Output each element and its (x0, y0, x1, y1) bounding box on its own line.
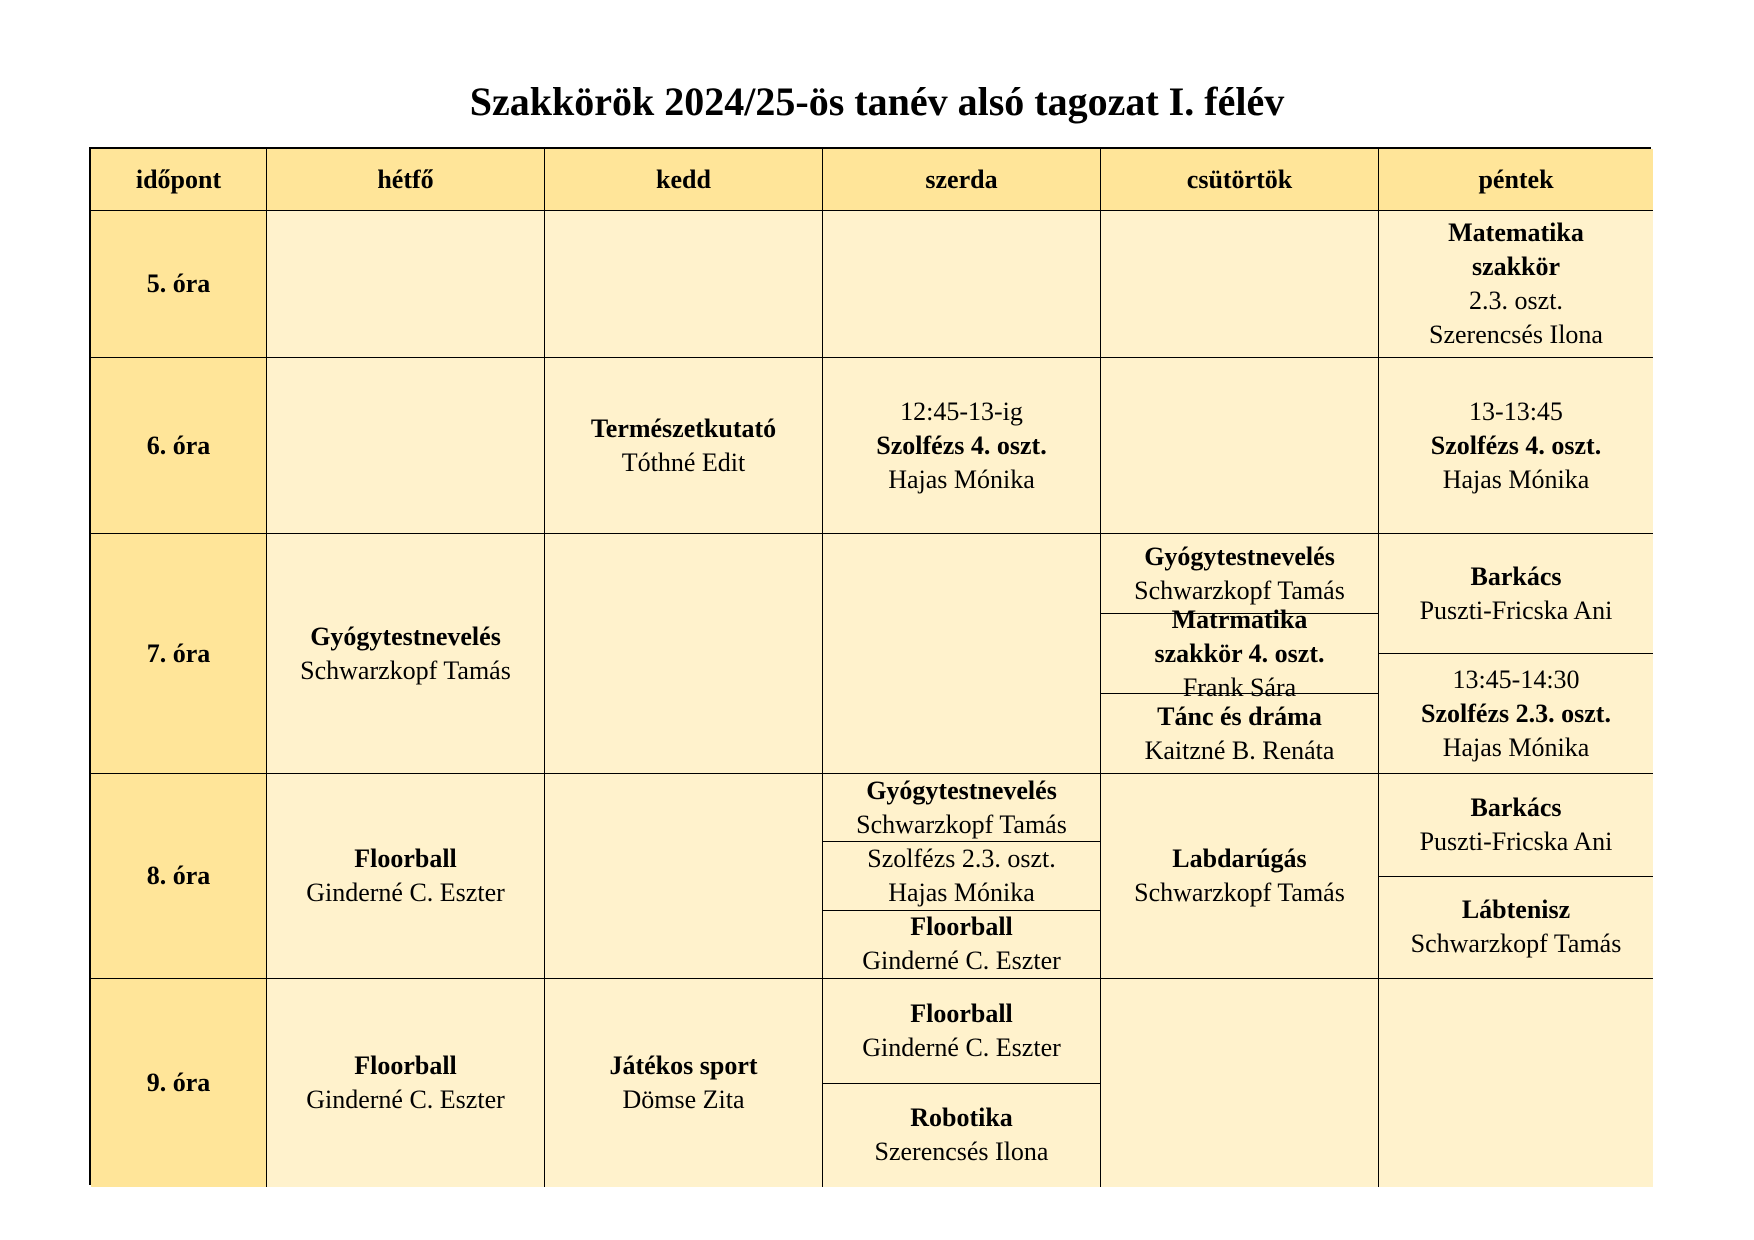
activity-entry (823, 911, 1100, 978)
column-header-csutortok (1101, 149, 1379, 211)
activity-name: Szolfézs 4. oszt. (1430, 430, 1602, 460)
activity-detail: Schwarzkopf Tamás (1134, 878, 1345, 907)
period-label: 7. óra (146, 638, 211, 668)
activity-detail: Ginderné C. Eszter (306, 1085, 505, 1114)
activity-name: Floorball (354, 844, 457, 873)
activity-name: Matematika (1448, 218, 1584, 247)
schedule-cell-szerda (823, 979, 1101, 1187)
activity-detail: Schwarzkopf Tamás (1134, 575, 1345, 605)
activity-detail: Hajas Mónika (888, 464, 1035, 494)
activity-name: Lábtenisz (1461, 895, 1571, 925)
activity-detail: 13:45-14:30 (1452, 664, 1580, 694)
activity-entry (823, 358, 1100, 533)
activity-name: Tánc és dráma (1157, 701, 1322, 731)
activity-name: Floorball (910, 998, 1013, 1028)
activity-entry (1379, 211, 1653, 357)
schedule-cell-pentek (1379, 358, 1653, 534)
schedule-cell-szerda (823, 774, 1101, 979)
schedule-cell-kedd (545, 774, 823, 979)
activity-name: Labdarúgás (1172, 844, 1307, 873)
activity-detail: Szolfézs 2.3. oszt. (867, 844, 1056, 873)
activity-entry (267, 774, 544, 978)
period-label: 8. óra (146, 861, 211, 890)
period-label: 9. óra (146, 1068, 211, 1097)
schedule-cell-szerda (823, 358, 1101, 534)
schedule-cell-pentek (1379, 534, 1653, 774)
activity-name: Gyógytestnevelés (1144, 541, 1335, 571)
column-header-idopont (91, 149, 267, 211)
period-cell (91, 979, 267, 1187)
schedule-cell-hetfo (267, 211, 545, 358)
schedule-cell-hetfo (267, 979, 545, 1187)
schedule-cell-kedd (545, 211, 823, 358)
activity-entry (1101, 604, 1378, 702)
activity-name: Gyógytestnevelés (310, 621, 501, 651)
column-header-label: kedd (656, 164, 711, 194)
activity-detail: Tóthné Edit (621, 447, 746, 477)
activity-entry (823, 842, 1100, 910)
column-header-szerda (823, 149, 1101, 211)
activity-detail: Ginderné C. Eszter (306, 878, 505, 907)
activity-detail: Puszti-Fricska Ani (1419, 595, 1613, 625)
column-header-label: péntek (1478, 164, 1554, 194)
activity-name: Szolfézs 2.3. oszt. (1421, 698, 1611, 728)
schedule-cell-csutortok (1101, 774, 1379, 979)
activity-name: Barkács (1470, 561, 1562, 591)
activity-entry (1379, 534, 1653, 654)
activity-entry (823, 1084, 1100, 1188)
activity-detail: Frank Sára (1182, 672, 1297, 702)
period-cell (91, 774, 267, 979)
schedule-cell-csutortok (1101, 534, 1379, 774)
activity-detail: Szerencsés Ilona (874, 1137, 1049, 1167)
schedule-cell-pentek (1379, 979, 1653, 1187)
column-header-hetfo (267, 149, 545, 211)
schedule-cell-hetfo (267, 534, 545, 774)
activity-detail: 13-13:45 (1469, 396, 1563, 426)
column-header-label: csütörtök (1186, 164, 1293, 194)
activity-name: Floorball (910, 912, 1013, 942)
column-header-label: hétfő (377, 164, 434, 194)
schedule-cell-csutortok (1101, 358, 1379, 534)
activity-detail: Szerencsés Ilona (1429, 320, 1603, 349)
activity-detail: Schwarzkopf Tamás (1410, 929, 1622, 959)
activity-detail: Hajas Mónika (1442, 464, 1590, 494)
activity-detail: Ginderné C. Eszter (862, 946, 1061, 976)
activity-entry (823, 979, 1100, 1084)
column-header-kedd (545, 149, 823, 211)
period-cell (91, 211, 267, 358)
activity-entry (1379, 774, 1653, 877)
activity-name: Szolfézs 4. oszt. (876, 430, 1047, 460)
activity-entry (267, 534, 544, 773)
activity-entry (1101, 774, 1378, 978)
activity-detail: 2.3. oszt. (1469, 286, 1563, 315)
activity-detail: Kaitzné B. Renáta (1144, 735, 1335, 765)
activity-detail: Schwarzkopf Tamás (856, 809, 1067, 839)
schedule-table (89, 147, 1651, 1185)
activity-detail: Schwarzkopf Tamás (300, 655, 511, 685)
activity-entry (1379, 358, 1653, 533)
schedule-cell-kedd (545, 979, 823, 1187)
activity-entry (823, 774, 1100, 842)
schedule-cell-pentek (1379, 211, 1653, 358)
activity-detail: Ginderné C. Eszter (862, 1032, 1061, 1062)
activity-name: szakkör 4. oszt. (1154, 638, 1325, 668)
schedule-cell-kedd (545, 358, 823, 534)
activity-entry (545, 358, 822, 533)
schedule-cell-pentek (1379, 774, 1653, 979)
schedule-cell-hetfo (267, 774, 545, 979)
activity-detail: Puszti-Fricska Ani (1419, 826, 1613, 856)
period-label: 5. óra (146, 269, 211, 298)
activity-detail: Dömse Zita (622, 1085, 745, 1114)
schedule-cell-szerda (823, 534, 1101, 774)
activity-entry (545, 979, 822, 1187)
activity-name: Játékos sport (609, 1051, 758, 1080)
activity-entry (267, 979, 544, 1187)
schedule-cell-csutortok (1101, 979, 1379, 1187)
activity-entry (1379, 877, 1653, 979)
activity-name: Barkács (1470, 792, 1562, 822)
page-title: Szakkörök 2024/25-ös tanév alsó tagozat I. félév (469, 79, 1285, 124)
activity-detail: Hajas Mónika (888, 878, 1035, 907)
schedule-cell-hetfo (267, 358, 545, 534)
activity-entry (1379, 654, 1653, 773)
period-label: 6. óra (146, 430, 211, 460)
activity-name: Floorball (354, 1051, 457, 1080)
activity-entry (1101, 694, 1378, 773)
activity-name: Gyógytestnevelés (866, 775, 1057, 805)
activity-name: Robotika (910, 1103, 1013, 1133)
period-cell (91, 358, 267, 534)
column-header-label: szerda (925, 164, 998, 194)
column-header-pentek (1379, 149, 1653, 211)
period-cell (91, 534, 267, 774)
activity-detail: 12:45-13-ig (900, 396, 1023, 426)
activity-detail: Hajas Mónika (1442, 732, 1590, 762)
activity-name: Matrmatika (1171, 604, 1308, 634)
schedule-cell-csutortok (1101, 211, 1379, 358)
activity-name: szakkör (1471, 252, 1561, 281)
schedule-cell-szerda (823, 211, 1101, 358)
schedule-cell-kedd (545, 534, 823, 774)
activity-name: Természetkutató (590, 413, 777, 443)
column-header-label: időpont (135, 164, 222, 194)
